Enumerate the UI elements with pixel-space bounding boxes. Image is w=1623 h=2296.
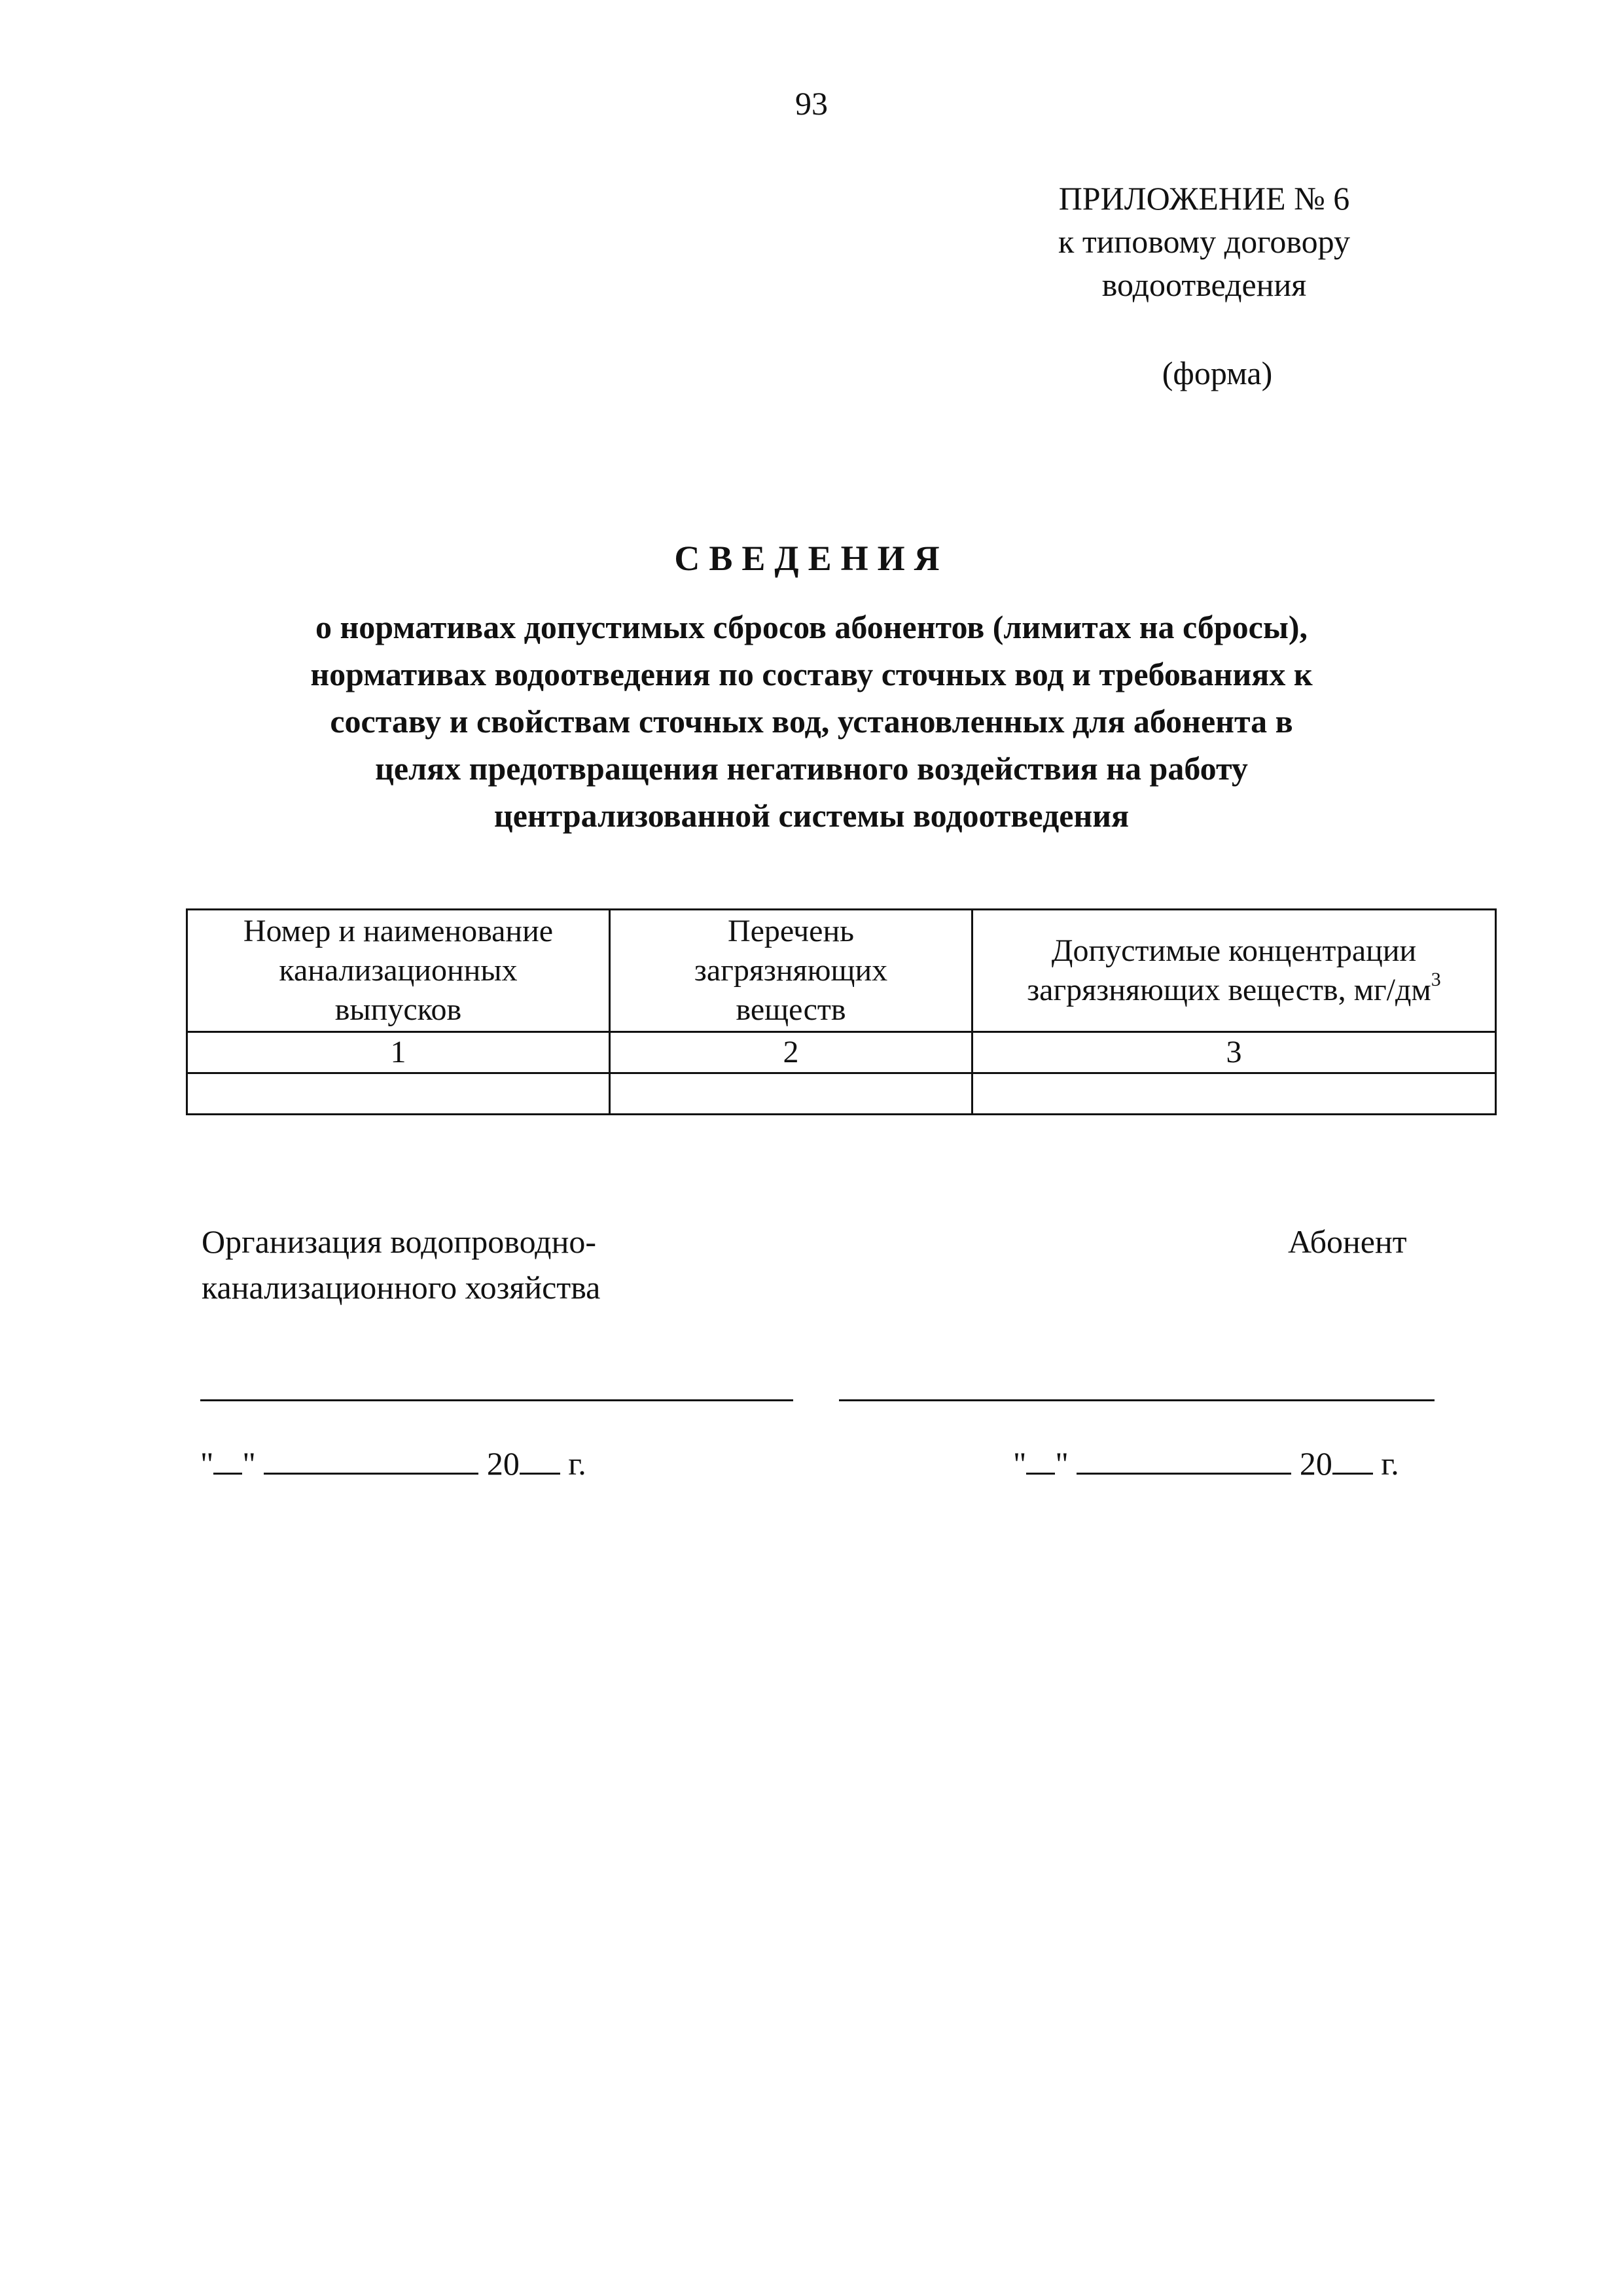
table-cell <box>610 1073 972 1115</box>
date-month-blank <box>1077 1440 1291 1475</box>
date-field-organization: " " 20 г. <box>200 1440 586 1486</box>
date-month-blank <box>264 1440 478 1475</box>
column-number: 2 <box>610 1032 972 1073</box>
appendix-line-1: к типовому договору <box>1058 223 1350 260</box>
header-pollutants: Перечень загрязняющих веществ <box>610 910 972 1032</box>
date-year-blank <box>1332 1440 1373 1475</box>
document-subtitle <box>216 603 1407 839</box>
column-number: 1 <box>187 1032 610 1073</box>
page-number: 93 <box>795 85 828 122</box>
form-label: (форма) <box>1162 355 1273 391</box>
signature-line-organization <box>200 1399 793 1401</box>
table-header-row <box>187 910 1496 1032</box>
table-row <box>187 1073 1496 1115</box>
header-outlets: Номер и наименование канализационных выпусков <box>187 910 610 1032</box>
date-day-blank <box>213 1440 242 1475</box>
subtitle-line: составу и свойствам сточных вод, установленных для абонента в <box>330 703 1293 740</box>
date-day-blank <box>1026 1440 1055 1475</box>
date-field-subscriber: " " 20 г. <box>1013 1440 1399 1486</box>
subtitle-line: целях предотвращения негативного воздействия на работу <box>375 750 1248 787</box>
subtitle-line: о нормативах допустимых сбросов абонентов (лимитах на сбросы), <box>315 609 1308 645</box>
appendix-block <box>995 177 1414 306</box>
table-cell <box>972 1073 1496 1115</box>
signatory-organization: Организация водопроводно- канализационного хозяйства <box>202 1223 601 1306</box>
appendix-line-2: водоотведения <box>1101 266 1307 303</box>
subtitle-line: нормативах водоотведения по составу сточных вод и требованиях к <box>310 656 1313 692</box>
table-cell <box>187 1073 610 1115</box>
document-title: СВЕДЕНИЯ <box>674 539 949 578</box>
column-number-row <box>187 1032 1496 1073</box>
norms-table <box>186 908 1497 1115</box>
subtitle-line: централизованной системы водоотведения <box>493 797 1130 834</box>
header-concentrations: Допустимые концентрации загрязняющих веществ, $мг/дм^3$ <box>972 910 1496 1032</box>
date-year-blank <box>520 1440 560 1475</box>
appendix-title: ПРИЛОЖЕНИЕ № 6 <box>1058 180 1350 217</box>
superscript-3: 3 <box>1431 969 1441 990</box>
signatory-subscriber: Абонент <box>1288 1223 1407 1260</box>
column-number: 3 <box>972 1032 1496 1073</box>
signature-line-subscriber <box>839 1399 1435 1401</box>
